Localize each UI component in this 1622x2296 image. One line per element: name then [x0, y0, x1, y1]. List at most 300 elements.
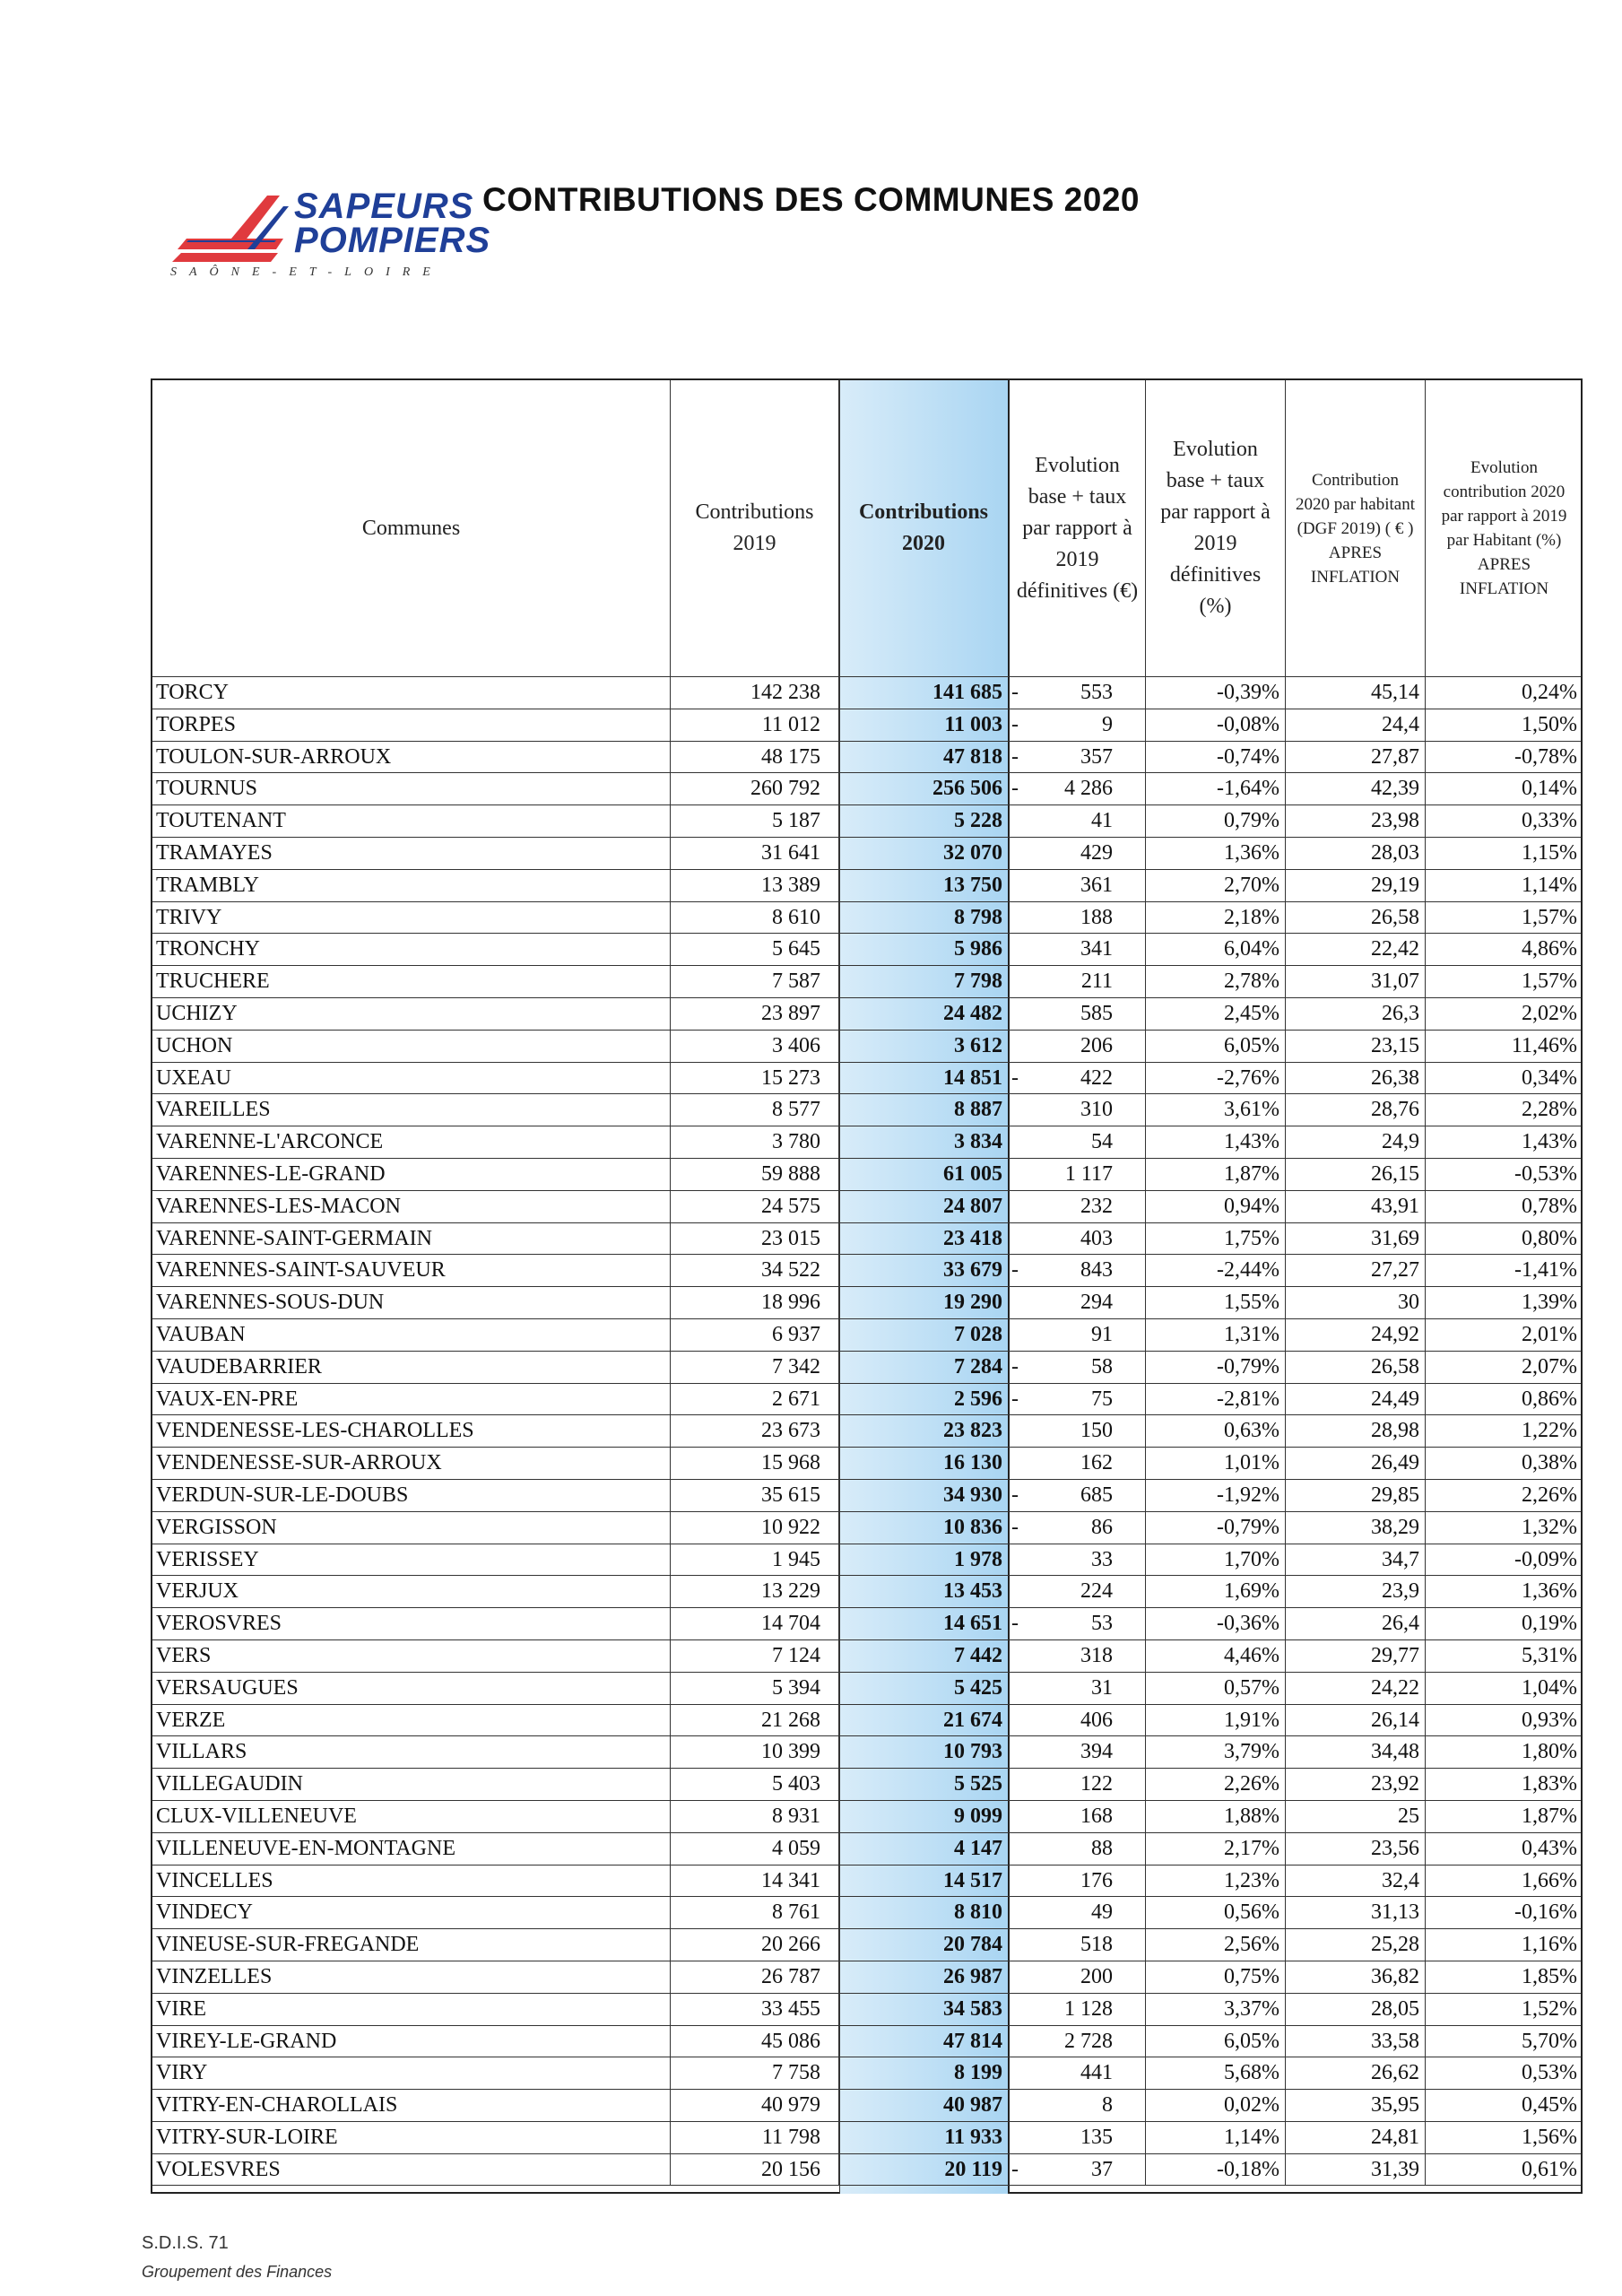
- commune-name-cell: TOULON-SUR-ARROUX: [152, 742, 671, 773]
- evolution-euro-cell: 553: [1011, 677, 1146, 709]
- evolution-sign-cell: [1011, 1640, 1029, 1672]
- contribution-2019-cell: 1 945: [671, 1544, 839, 1576]
- contribution-2020-cell: 141 685: [839, 677, 1010, 709]
- table-row: [152, 1607, 1581, 1639]
- contribution-2019-cell: 7 587: [671, 966, 839, 997]
- evolution-sign-cell: -: [1011, 1354, 1019, 1378]
- per-inhabitant-cell: 23,9: [1286, 1576, 1426, 1607]
- per-inhabitant-cell: 42,39: [1286, 773, 1426, 804]
- evolution-percent-cell: 1,14%: [1146, 2122, 1286, 2153]
- evolution-sign-cell: [1011, 2122, 1029, 2153]
- table-row: [152, 1511, 1581, 1544]
- evolution-sign-cell: [1011, 1576, 1029, 1607]
- evolution-per-inhabitant-cell: 2,02%: [1522, 1002, 1577, 1025]
- evolution-euro-cell: 357: [1011, 742, 1146, 773]
- evolution-sign-cell: -: [1011, 681, 1019, 704]
- table-row: [152, 1383, 1581, 1415]
- evolution-per-inhabitant-cell: 0,53%: [1522, 2061, 1577, 2085]
- evolution-percent-cell: -0,79%: [1146, 1352, 1286, 1383]
- per-inhabitant-cell: 25: [1286, 1801, 1426, 1832]
- evolution-percent-cell: 0,56%: [1146, 1897, 1286, 1928]
- contribution-2020-cell: 1 978: [839, 1544, 1010, 1576]
- evolution-per-inhabitant-cell: 0,86%: [1522, 1387, 1577, 1411]
- contribution-2019-cell: 23 015: [671, 1223, 839, 1255]
- contribution-2020-cell: 4 147: [839, 1833, 1010, 1865]
- table-row: [152, 1896, 1581, 1928]
- contribution-2020-cell: 7 028: [839, 1319, 1010, 1351]
- evolution-percent-cell: -0,18%: [1146, 2154, 1286, 2185]
- table-row: [152, 1639, 1581, 1672]
- evolution-per-inhabitant-cell: 1,36%: [1522, 1579, 1577, 1604]
- evolution-percent-cell: -0,36%: [1146, 1608, 1286, 1639]
- evolution-per-inhabitant-cell: 0,24%: [1522, 681, 1577, 704]
- evolution-per-inhabitant-cell: 0,19%: [1522, 1612, 1577, 1636]
- table-row: [152, 804, 1581, 837]
- contribution-2020-cell: 9 099: [839, 1801, 1010, 1832]
- evolution-euro-cell: 406: [1011, 1705, 1146, 1736]
- contribution-2019-cell: 2 671: [671, 1384, 839, 1415]
- evolution-per-inhabitant-cell: 0,38%: [1522, 1451, 1577, 1475]
- evolution-sign-cell: -: [1011, 2157, 1019, 2181]
- contribution-2019-cell: 15 968: [671, 1448, 839, 1479]
- evolution-euro-cell: 206: [1011, 1031, 1146, 1062]
- evolution-percent-cell: 3,37%: [1146, 1994, 1286, 2025]
- per-inhabitant-cell: 24,22: [1286, 1673, 1426, 1704]
- contribution-2019-cell: 18 996: [671, 1287, 839, 1318]
- evolution-euro-cell: 585: [1011, 998, 1146, 1030]
- per-inhabitant-cell: 36,82: [1286, 1961, 1426, 1993]
- evolution-percent-cell: 6,05%: [1146, 1031, 1286, 1062]
- evolution-per-inhabitant-cell: 1,87%: [1522, 1805, 1577, 1828]
- evolution-sign-cell: [1011, 805, 1029, 837]
- contribution-2020-cell: 7 442: [839, 1640, 1010, 1672]
- contribution-2019-cell: 48 175: [671, 742, 839, 773]
- commune-name-cell: TRAMAYES: [152, 838, 671, 869]
- contribution-2020-cell: 61 005: [839, 1159, 1010, 1190]
- evolution-sign-cell: [1011, 1544, 1029, 1576]
- evolution-percent-cell: 2,45%: [1146, 998, 1286, 1030]
- contribution-2020-cell: 19 290: [839, 1287, 1010, 1318]
- contribution-2020-cell: 5 986: [839, 934, 1010, 965]
- evolution-euro-cell: 41: [1011, 805, 1146, 837]
- contribution-2019-cell: 5 403: [671, 1769, 839, 1800]
- evolution-per-inhabitant-cell: 1,52%: [1522, 1996, 1577, 2021]
- contribution-2020-cell: 14 851: [839, 1063, 1010, 1094]
- per-inhabitant-cell: 28,76: [1286, 1094, 1426, 1126]
- table-row: [152, 1928, 1581, 1961]
- contribution-2020-cell: 8 810: [839, 1897, 1010, 1928]
- table-row: [152, 1735, 1581, 1768]
- evolution-sign-cell: [1011, 1415, 1029, 1447]
- evolution-sign-cell: [1011, 1094, 1029, 1126]
- evolution-euro-cell: 37: [1011, 2154, 1146, 2185]
- evolution-per-inhabitant-cell: 1,57%: [1522, 905, 1577, 929]
- per-inhabitant-cell: 22,42: [1286, 934, 1426, 965]
- table-row: [152, 2025, 1581, 2057]
- contribution-2020-cell: 24 482: [839, 998, 1010, 1030]
- evolution-sign-cell: [1011, 2026, 1029, 2057]
- evolution-per-inhabitant-cell: 1,14%: [1522, 873, 1577, 897]
- contribution-2020-cell: 5 228: [839, 805, 1010, 837]
- contribution-2019-cell: 26 787: [671, 1961, 839, 1993]
- contribution-2020-cell: 23 823: [839, 1415, 1010, 1447]
- contribution-2020-cell: 8 199: [839, 2057, 1010, 2089]
- table-row: [152, 1704, 1581, 1736]
- contribution-2019-cell: 5 187: [671, 805, 839, 837]
- evolution-sign-cell: -: [1011, 777, 1019, 801]
- evolution-per-inhabitant-cell: 0,78%: [1522, 1194, 1577, 1218]
- evolution-per-inhabitant-cell: -0,16%: [1514, 1900, 1577, 1925]
- contribution-2020-cell: 3 612: [839, 1031, 1010, 1062]
- evolution-sign-cell: [1011, 1287, 1029, 1318]
- evolution-percent-cell: 1,91%: [1146, 1705, 1286, 1736]
- table-row: [152, 1865, 1581, 1897]
- flame-swoosh-icon: [169, 187, 294, 267]
- commune-name-cell: VOLESVRES: [152, 2154, 671, 2185]
- logo-text-pompiers: POMPIERS: [294, 221, 491, 260]
- contribution-2020-cell: 20 119: [839, 2154, 1010, 2185]
- per-inhabitant-cell: 23,98: [1286, 805, 1426, 837]
- evolution-per-inhabitant-cell: 1,15%: [1522, 841, 1577, 865]
- contribution-2019-cell: 10 922: [671, 1512, 839, 1544]
- evolution-per-inhabitant-cell: 1,32%: [1522, 1515, 1577, 1539]
- evolution-per-inhabitant-cell: 1,66%: [1522, 1868, 1577, 1892]
- evolution-percent-cell: 1,75%: [1146, 1223, 1286, 1255]
- header-evolution-percent: Evolution base + taux par rapport à 2019 définitives (%): [1146, 380, 1286, 676]
- commune-name-cell: VAUBAN: [152, 1319, 671, 1351]
- evolution-sign-cell: [1011, 1994, 1029, 2025]
- evolution-euro-cell: 211: [1011, 966, 1146, 997]
- commune-name-cell: VINDECY: [152, 1897, 671, 1928]
- evolution-euro-cell: 1 128: [1011, 1994, 1146, 2025]
- commune-name-cell: VAUDEBARRIER: [152, 1352, 671, 1383]
- commune-name-cell: VEROSVRES: [152, 1608, 671, 1639]
- evolution-euro-cell: 9: [1011, 709, 1146, 741]
- evolution-sign-cell: [1011, 1736, 1029, 1768]
- evolution-sign-cell: [1011, 2057, 1029, 2089]
- commune-name-cell: VERJUX: [152, 1576, 671, 1607]
- evolution-percent-cell: -1,64%: [1146, 773, 1286, 804]
- contribution-2020-cell: 8 798: [839, 902, 1010, 934]
- commune-name-cell: TRONCHY: [152, 934, 671, 965]
- commune-name-cell: VENDENESSE-SUR-ARROUX: [152, 1448, 671, 1479]
- evolution-euro-cell: 843: [1011, 1255, 1146, 1286]
- contribution-2020-cell: 7 798: [839, 966, 1010, 997]
- per-inhabitant-cell: 43,91: [1286, 1191, 1426, 1222]
- evolution-percent-cell: 2,18%: [1146, 902, 1286, 934]
- evolution-per-inhabitant-cell: 0,14%: [1522, 777, 1577, 801]
- evolution-per-inhabitant-cell: -0,78%: [1514, 744, 1577, 769]
- evolution-euro-cell: 310: [1011, 1094, 1146, 1126]
- per-inhabitant-cell: 33,58: [1286, 2026, 1426, 2057]
- contribution-2020-cell: 14 651: [839, 1608, 1010, 1639]
- evolution-sign-cell: [1011, 1191, 1029, 1222]
- contribution-2019-cell: 20 266: [671, 1929, 839, 1961]
- header-contributions-2019: Contributions 2019: [671, 380, 839, 676]
- commune-name-cell: TOUTENANT: [152, 805, 671, 837]
- evolution-percent-cell: -0,39%: [1146, 677, 1286, 709]
- evolution-euro-cell: 200: [1011, 1961, 1146, 1993]
- evolution-per-inhabitant-cell: 2,28%: [1522, 1098, 1577, 1122]
- evolution-percent-cell: -1,92%: [1146, 1480, 1286, 1511]
- contribution-2020-cell: 14 517: [839, 1866, 1010, 1897]
- per-inhabitant-cell: 24,4: [1286, 709, 1426, 741]
- commune-name-cell: TRUCHERE: [152, 966, 671, 997]
- evolution-percent-cell: 1,43%: [1146, 1126, 1286, 1158]
- contribution-2019-cell: 34 522: [671, 1255, 839, 1286]
- evolution-euro-cell: 1 117: [1011, 1159, 1146, 1190]
- table-row: [152, 997, 1581, 1030]
- contribution-2020-cell: 8 887: [839, 1094, 1010, 1126]
- evolution-per-inhabitant-cell: -0,53%: [1514, 1162, 1577, 1186]
- contribution-2020-cell: 26 987: [839, 1961, 1010, 1993]
- commune-name-cell: VILLARS: [152, 1736, 671, 1768]
- evolution-percent-cell: 2,70%: [1146, 870, 1286, 901]
- evolution-euro-cell: 4 286: [1011, 773, 1146, 804]
- evolution-euro-cell: 294: [1011, 1287, 1146, 1318]
- contribution-2019-cell: 14 704: [671, 1608, 839, 1639]
- table-row: [152, 1030, 1581, 1062]
- commune-name-cell: VARENNE-L'ARCONCE: [152, 1126, 671, 1158]
- evolution-euro-cell: 49: [1011, 1897, 1146, 1928]
- evolution-percent-cell: 4,46%: [1146, 1640, 1286, 1672]
- evolution-sign-cell: [1011, 1961, 1029, 1993]
- evolution-per-inhabitant-cell: 0,45%: [1522, 2093, 1577, 2118]
- table-row: [152, 1222, 1581, 1255]
- evolution-sign-cell: -: [1011, 1483, 1019, 1507]
- commune-name-cell: TOURNUS: [152, 773, 671, 804]
- contribution-2020-cell: 13 750: [839, 870, 1010, 901]
- table-row: [152, 1286, 1581, 1318]
- contribution-2020-cell: 33 679: [839, 1255, 1010, 1286]
- contribution-2020-cell: 5 425: [839, 1673, 1010, 1704]
- evolution-sign-cell: [1011, 1031, 1029, 1062]
- table-row: [152, 1544, 1581, 1576]
- evolution-euro-cell: 135: [1011, 2122, 1146, 2153]
- contribution-2019-cell: 5 394: [671, 1673, 839, 1704]
- contribution-2020-cell: 32 070: [839, 838, 1010, 869]
- commune-name-cell: VILLENEUVE-EN-MONTAGNE: [152, 1833, 671, 1865]
- per-inhabitant-cell: 31,69: [1286, 1223, 1426, 1255]
- per-inhabitant-cell: 35,95: [1286, 2090, 1426, 2121]
- evolution-percent-cell: 0,02%: [1146, 2090, 1286, 2121]
- per-inhabitant-cell: 38,29: [1286, 1512, 1426, 1544]
- contribution-2020-cell: 3 834: [839, 1126, 1010, 1158]
- contribution-2020-cell: 21 674: [839, 1705, 1010, 1736]
- table-row: [152, 1800, 1581, 1832]
- contribution-2019-cell: 142 238: [671, 677, 839, 709]
- contribution-2020-cell: 47 818: [839, 742, 1010, 773]
- evolution-per-inhabitant-cell: 0,33%: [1522, 809, 1577, 833]
- table-row: [152, 1158, 1581, 1190]
- evolution-sign-cell: [1011, 1929, 1029, 1961]
- footer-department: Groupement des Finances: [142, 2263, 333, 2281]
- contributions-table: [151, 378, 1583, 2194]
- per-inhabitant-cell: 26,38: [1286, 1063, 1426, 1094]
- commune-name-cell: VINEUSE-SUR-FREGANDE: [152, 1929, 671, 1961]
- table-row: [152, 1351, 1581, 1383]
- contribution-2019-cell: 35 615: [671, 1480, 839, 1511]
- commune-name-cell: VARENNES-SOUS-DUN: [152, 1287, 671, 1318]
- evolution-sign-cell: [1011, 1897, 1029, 1928]
- table-row: [152, 2057, 1581, 2089]
- contribution-2019-cell: 6 937: [671, 1319, 839, 1351]
- logo-text-department: SAÔNE-ET-LOIRE: [170, 265, 443, 279]
- evolution-sign-cell: [1011, 998, 1029, 1030]
- evolution-euro-cell: 422: [1011, 1063, 1146, 1094]
- commune-name-cell: VERSAUGUES: [152, 1673, 671, 1704]
- evolution-euro-cell: 162: [1011, 1448, 1146, 1479]
- contribution-2019-cell: 10 399: [671, 1736, 839, 1768]
- commune-name-cell: VERDUN-SUR-LE-DOUBS: [152, 1480, 671, 1511]
- header-contribution-per-inhabitant: Contribution 2020 par habitant (DGF 2019) ( € ) APRES INFLATION: [1286, 380, 1426, 676]
- evolution-percent-cell: 2,26%: [1146, 1769, 1286, 1800]
- commune-name-cell: VIRE: [152, 1994, 671, 2025]
- contribution-2020-cell: 10 836: [839, 1512, 1010, 1544]
- table-header: [152, 380, 1581, 676]
- table-row: [152, 1318, 1581, 1351]
- evolution-euro-cell: 8: [1011, 2090, 1146, 2121]
- evolution-percent-cell: 1,55%: [1146, 1287, 1286, 1318]
- per-inhabitant-cell: 26,58: [1286, 1352, 1426, 1383]
- evolution-sign-cell: [1011, 1833, 1029, 1865]
- evolution-percent-cell: 1,31%: [1146, 1319, 1286, 1351]
- evolution-percent-cell: 0,79%: [1146, 805, 1286, 837]
- contribution-2019-cell: 20 156: [671, 2154, 839, 2185]
- contribution-2019-cell: 11 798: [671, 2122, 839, 2153]
- evolution-per-inhabitant-cell: 1,80%: [1522, 1740, 1577, 1764]
- evolution-sign-cell: [1011, 1159, 1029, 1190]
- commune-name-cell: VAUX-EN-PRE: [152, 1384, 671, 1415]
- commune-name-cell: VERISSEY: [152, 1544, 671, 1576]
- per-inhabitant-cell: 26,49: [1286, 1448, 1426, 1479]
- evolution-per-inhabitant-cell: -0,09%: [1514, 1547, 1577, 1571]
- contribution-2020-cell: 47 814: [839, 2026, 1010, 2057]
- per-inhabitant-cell: 30: [1286, 1287, 1426, 1318]
- per-inhabitant-cell: 29,77: [1286, 1640, 1426, 1672]
- evolution-per-inhabitant-cell: 1,56%: [1522, 2126, 1577, 2149]
- contribution-2019-cell: 24 575: [671, 1191, 839, 1222]
- evolution-sign-cell: -: [1011, 1387, 1019, 1411]
- evolution-sign-cell: -: [1011, 1065, 1019, 1090]
- table-row: [152, 1126, 1581, 1158]
- contribution-2020-cell: 34 930: [839, 1480, 1010, 1511]
- contribution-2020-cell: 16 130: [839, 1448, 1010, 1479]
- contribution-2020-cell: 34 583: [839, 1994, 1010, 2025]
- evolution-percent-cell: 1,88%: [1146, 1801, 1286, 1832]
- evolution-per-inhabitant-cell: 1,57%: [1522, 970, 1577, 994]
- commune-name-cell: VINZELLES: [152, 1961, 671, 1993]
- table-row: [152, 965, 1581, 997]
- per-inhabitant-cell: 28,98: [1286, 1415, 1426, 1447]
- per-inhabitant-cell: 25,28: [1286, 1929, 1426, 1961]
- evolution-euro-cell: 58: [1011, 1352, 1146, 1383]
- evolution-per-inhabitant-cell: 0,43%: [1522, 1836, 1577, 1860]
- table-row: [152, 1832, 1581, 1865]
- sdis-logo: [169, 187, 491, 285]
- per-inhabitant-cell: 34,48: [1286, 1736, 1426, 1768]
- contribution-2020-cell: 256 506: [839, 773, 1010, 804]
- table-row: [152, 1414, 1581, 1447]
- table-row: [152, 741, 1581, 773]
- evolution-per-inhabitant-cell: 1,22%: [1522, 1419, 1577, 1443]
- commune-name-cell: UXEAU: [152, 1063, 671, 1094]
- evolution-euro-cell: 232: [1011, 1191, 1146, 1222]
- table-row: [152, 772, 1581, 804]
- evolution-euro-cell: 441: [1011, 2057, 1146, 2089]
- commune-name-cell: VIRY: [152, 2057, 671, 2089]
- commune-name-cell: VIREY-LE-GRAND: [152, 2026, 671, 2057]
- evolution-sign-cell: [1011, 1448, 1029, 1479]
- evolution-per-inhabitant-cell: 1,85%: [1522, 1965, 1577, 1988]
- commune-name-cell: VAREILLES: [152, 1094, 671, 1126]
- evolution-sign-cell: [1011, 934, 1029, 965]
- contribution-2019-cell: 15 273: [671, 1063, 839, 1094]
- evolution-per-inhabitant-cell: 2,07%: [1522, 1354, 1577, 1378]
- evolution-percent-cell: 3,79%: [1146, 1736, 1286, 1768]
- commune-name-cell: VARENNES-LE-GRAND: [152, 1159, 671, 1190]
- contribution-2019-cell: 13 229: [671, 1576, 839, 1607]
- evolution-sign-cell: -: [1011, 1258, 1019, 1283]
- evolution-sign-cell: -: [1011, 712, 1019, 736]
- per-inhabitant-cell: 27,27: [1286, 1255, 1426, 1286]
- evolution-sign-cell: [1011, 870, 1029, 901]
- evolution-euro-cell: 53: [1011, 1608, 1146, 1639]
- logo-text-sapeurs: SAPEURS: [294, 187, 474, 226]
- evolution-euro-cell: 86: [1011, 1512, 1146, 1544]
- evolution-euro-cell: 168: [1011, 1801, 1146, 1832]
- evolution-percent-cell: 1,70%: [1146, 1544, 1286, 1576]
- commune-name-cell: VITRY-EN-CHAROLLAIS: [152, 2090, 671, 2121]
- contribution-2019-cell: 8 761: [671, 1897, 839, 1928]
- evolution-euro-cell: 361: [1011, 870, 1146, 901]
- evolution-euro-cell: 318: [1011, 1640, 1146, 1672]
- header-contributions-2020: Contributions 2020: [839, 380, 1010, 676]
- contribution-2019-cell: 7 758: [671, 2057, 839, 2089]
- per-inhabitant-cell: 23,56: [1286, 1833, 1426, 1865]
- per-inhabitant-cell: 34,7: [1286, 1544, 1426, 1576]
- contribution-2019-cell: 45 086: [671, 2026, 839, 2057]
- contribution-2019-cell: 3 780: [671, 1126, 839, 1158]
- commune-name-cell: TRAMBLY: [152, 870, 671, 901]
- evolution-euro-cell: 394: [1011, 1736, 1146, 1768]
- table-row: [152, 1961, 1581, 1993]
- evolution-sign-cell: [1011, 838, 1029, 869]
- contribution-2019-cell: 14 341: [671, 1866, 839, 1897]
- per-inhabitant-cell: 26,58: [1286, 902, 1426, 934]
- header-evolution-per-inhabitant: Evolution contribution 2020 par rapport à 2019 par Habitant (%) APRES INFLATION: [1441, 458, 1567, 598]
- evolution-per-inhabitant-cell: 1,83%: [1522, 1772, 1577, 1796]
- table-row: [152, 2153, 1581, 2186]
- contribution-2019-cell: 8 610: [671, 902, 839, 934]
- table-row: [152, 2089, 1581, 2121]
- evolution-euro-cell: 91: [1011, 1319, 1146, 1351]
- table-row: [152, 1254, 1581, 1286]
- contribution-2020-cell: 5 525: [839, 1769, 1010, 1800]
- contribution-2020-cell: 10 793: [839, 1736, 1010, 1768]
- evolution-per-inhabitant-cell: 5,31%: [1522, 1644, 1577, 1667]
- evolution-sign-cell: [1011, 1866, 1029, 1897]
- table-row: [152, 1447, 1581, 1479]
- per-inhabitant-cell: 31,13: [1286, 1897, 1426, 1928]
- per-inhabitant-cell: 24,9: [1286, 1126, 1426, 1158]
- table-row: [152, 1093, 1581, 1126]
- evolution-percent-cell: -2,44%: [1146, 1255, 1286, 1286]
- evolution-percent-cell: 3,61%: [1146, 1094, 1286, 1126]
- per-inhabitant-cell: 26,3: [1286, 998, 1426, 1030]
- table-row: [152, 1190, 1581, 1222]
- per-inhabitant-cell: 23,15: [1286, 1031, 1426, 1062]
